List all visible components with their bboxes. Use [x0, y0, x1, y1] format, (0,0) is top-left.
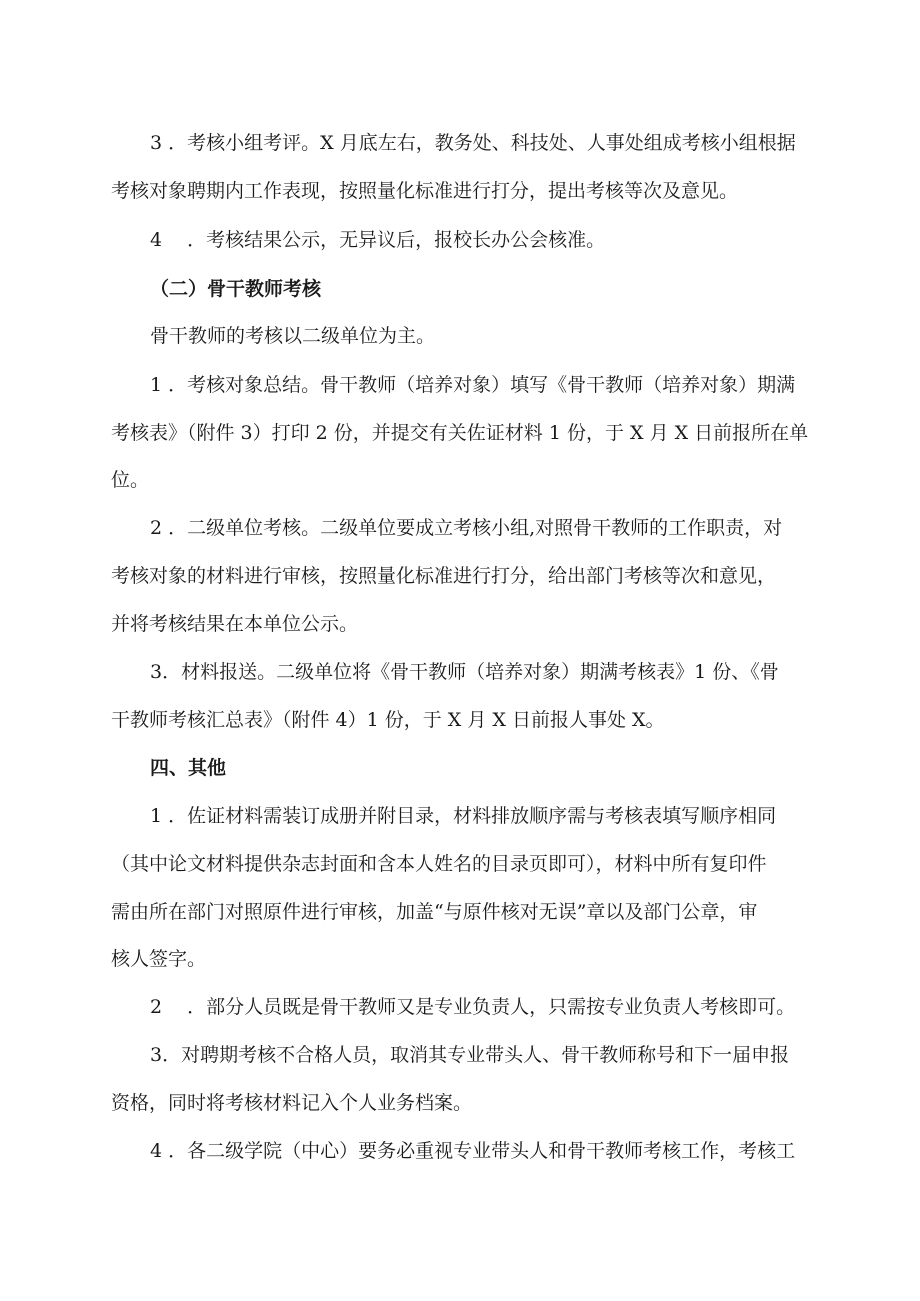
paragraph-line: 骨干教师的考核以二级单位为主。 — [150, 325, 436, 347]
paragraph-line: 4 ．各二级学院（中心）要务必重视专业带头人和骨干教师考核工作，考核工 — [150, 1140, 796, 1162]
paragraph-line: 考核表》（附件 3）打印 2 份，并提交有关佐证材料 1 份，于 X 月 X 日前报所在单 — [111, 422, 809, 444]
paragraph-line: 2 ．二级单位考核。二级单位要成立考核小组,对照骨干教师的工作职责，对 — [150, 517, 783, 539]
paragraph-line: 3．对聘期考核不合格人员，取消其专业带头人、骨干教师称号和下一届申报 — [150, 1044, 790, 1066]
paragraph-line: 1 ．佐证材料需装订成册并附目录，材料排放顺序需与考核表填写顺序相同 — [150, 805, 777, 827]
paragraph-line: 3 ．考核小组考评。X 月底左右，教务处、科技处、人事处组成考核小组根据 — [150, 132, 796, 154]
section-heading: 四、其他 — [150, 757, 227, 779]
paragraph-line: 核人签字。 — [111, 948, 207, 970]
paragraph-line: 考核对象聘期内工作表现，按照量化标准进行打分，提出考核等次及意见。 — [111, 180, 739, 202]
paragraph-line: 3．材料报送。二级单位将《骨干教师（培养对象）期满考核表》1 份、《骨 — [150, 661, 779, 683]
paragraph-line: （其中论文材料提供杂志封面和含本人姓名的目录页即可），材料中所有复印件 — [111, 853, 767, 875]
section-heading: （二）骨干教师考核 — [150, 278, 322, 300]
paragraph-line: 资格，同时将考核材料记入个人业务档案。 — [111, 1092, 473, 1114]
paragraph-line: 2 ．部分人员既是骨干教师又是专业负责人，只需按专业负责人考核即可。 — [150, 996, 796, 1018]
paragraph-line: 位。 — [111, 469, 150, 491]
paragraph-line: 考核对象的材料进行审核，按照量化标准进行打分，给出部门考核等次和意见， — [111, 565, 777, 587]
paragraph-line: 4 ．考核结果公示，无异议后，报校长办公会核准。 — [150, 229, 606, 251]
paragraph-line: 干教师考核汇总表》（附件 4）1 份，于 X 月 X 日前报人事处 X。 — [111, 709, 665, 731]
paragraph-line: 需由所在部门对照原件进行审核，加盖“与原件核对无误”章以及部门公章，审 — [111, 901, 758, 923]
paragraph-line: 1 ．考核对象总结。骨干教师（培养对象）填写《骨干教师（培养对象）期满 — [150, 374, 796, 396]
paragraph-line: 并将考核结果在本单位公示。 — [111, 613, 359, 635]
